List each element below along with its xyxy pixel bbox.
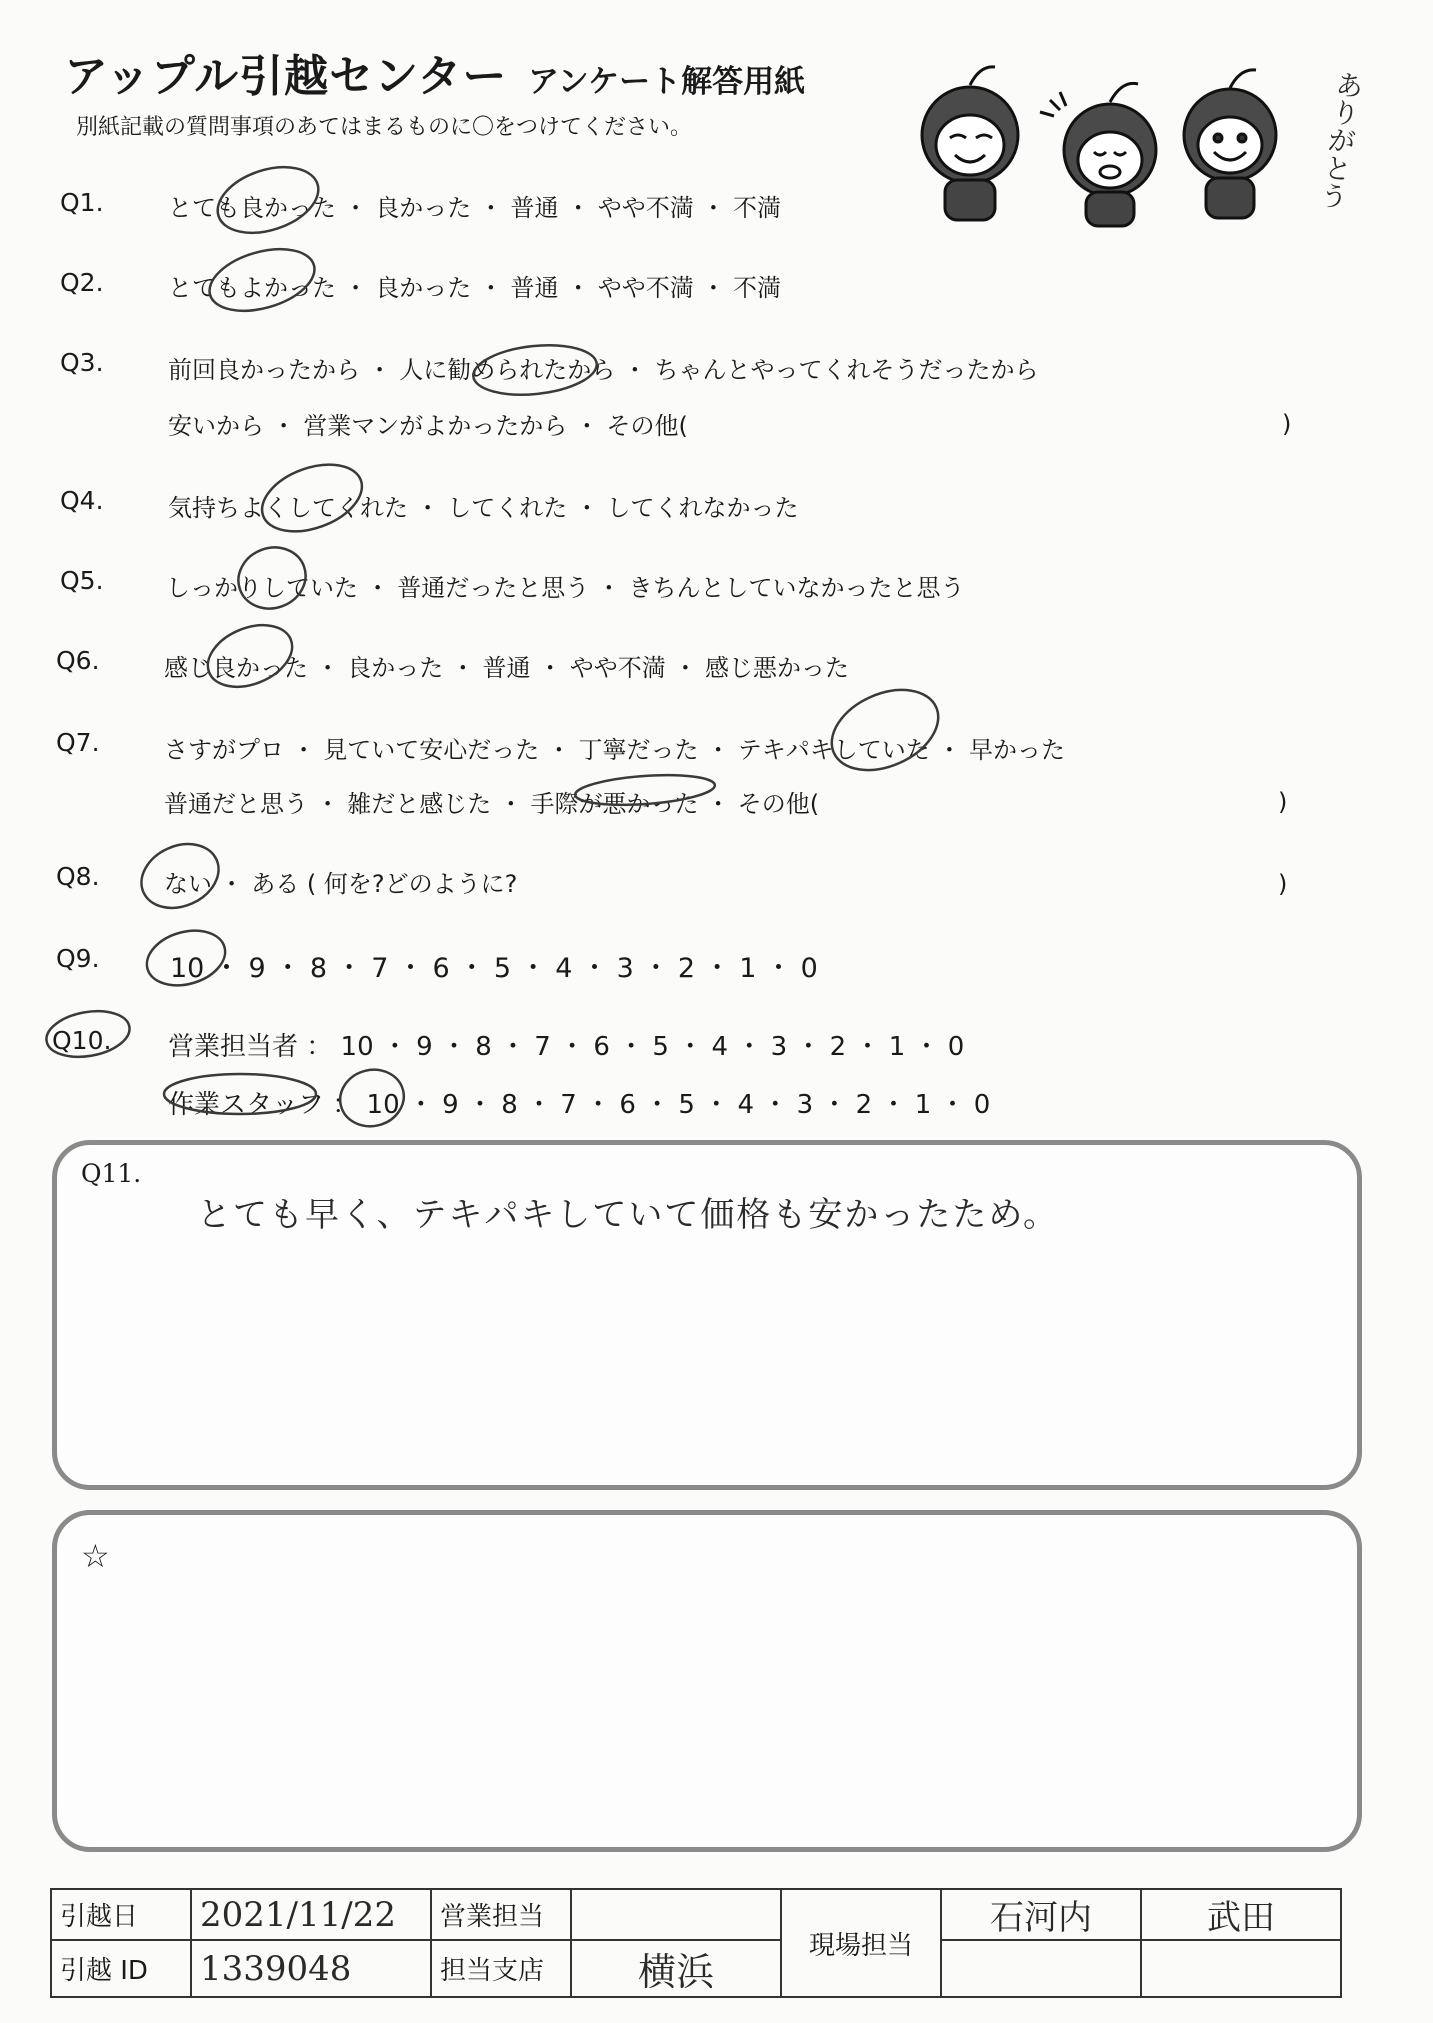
q3-close-paren: ) — [1282, 410, 1292, 438]
q9-scale[interactable]: 10 ・ 9 ・ 8 ・ 7 ・ 6 ・ 5 ・ 4 ・ 3 ・ 2 ・ 1 ・ 0 — [170, 953, 818, 984]
site-staff-4[interactable] — [1141, 1940, 1341, 1997]
q4-label: Q4. — [60, 486, 104, 515]
star-icon: ☆ — [81, 1537, 110, 1575]
q1-options[interactable]: とても良かった ・ 良かった ・ 普通 ・ やや不満 ・ 不満 — [168, 194, 782, 222]
q7-label: Q7. — [56, 728, 100, 757]
q7-close-paren: ) — [1278, 788, 1288, 816]
site-staff-1[interactable]: 石河内 — [941, 1889, 1141, 1940]
q10-sales-scale[interactable]: 営業担当者 ： 10 ・ 9 ・ 8 ・ 7 ・ 6 ・ 5 ・ 4 ・ 3 ・ 2 ・ 1 ・ 0 — [168, 1032, 965, 1062]
mascot-left — [922, 67, 1018, 220]
mascot-illustration — [900, 60, 1340, 230]
q5-options[interactable]: しっかりしていた ・ 普通だったと思う ・ きちんとしていなかったと思う — [166, 574, 965, 602]
move-date-label: 引越日 — [51, 1889, 191, 1940]
q6-label: Q6. — [56, 646, 100, 675]
move-id-label: 引越 ID — [51, 1940, 191, 1997]
q7-options-line2[interactable]: 普通だと思う ・ 雑だと感じた ・ 手際が悪かった ・ その他( — [164, 790, 820, 818]
sales-label: 営業担当 — [431, 1889, 571, 1940]
q3-options-line2[interactable]: 安いから ・ 営業マンがよかったから ・ その他( — [168, 412, 688, 440]
sales-value[interactable] — [571, 1889, 781, 1940]
q8-close-paren: ) — [1278, 870, 1288, 898]
q9-label: Q9. — [56, 944, 100, 973]
site-staff-2[interactable]: 武田 — [1141, 1889, 1341, 1940]
mascot-caption: ありがとう — [1314, 68, 1367, 212]
q5-label: Q5. — [60, 566, 104, 595]
branch-label: 担当支店 — [431, 1940, 571, 1997]
q1-label: Q1. — [60, 188, 104, 217]
q6-options[interactable]: 感じ良かった ・ 良かった ・ 普通 ・ やや不満 ・ 感じ悪かった — [164, 654, 850, 682]
free-comment-box[interactable] — [52, 1510, 1362, 1852]
company-title: アップル引越センター — [64, 51, 508, 102]
q7-options-line1[interactable]: さすがプロ ・ 見ていて安心だった ・ 丁寧だった ・ テキパキしていた ・ 早かった — [164, 736, 1066, 764]
q11-box[interactable] — [52, 1140, 1362, 1490]
q8-options[interactable]: ない ・ ある ( 何を?どのように? — [164, 870, 518, 898]
q10-label: Q10. — [52, 1026, 112, 1055]
instruction-text: 別紙記載の質問事項のあてはまるものに〇をつけてください。 — [76, 115, 693, 140]
site-label: 現場担当 — [781, 1889, 941, 1997]
q2-options[interactable]: とてもよかった ・ 良かった ・ 普通 ・ やや不満 ・ 不満 — [168, 274, 782, 302]
mascot-middle — [1040, 83, 1156, 226]
move-info-table — [50, 1888, 1342, 1998]
move-date-value[interactable]: 2021/11/22 — [191, 1889, 431, 1940]
q10-staff-scale[interactable]: 作業スタッフ ： 10 ・ 9 ・ 8 ・ 7 ・ 6 ・ 5 ・ 4 ・ 3 ・ 2 ・ 1 ・ 0 — [168, 1090, 991, 1120]
q11-label: Q11. — [81, 1159, 142, 1188]
q11-answer: とても早く、テキパキしていて価格も安かったため。 — [197, 1195, 1059, 1235]
q3-options-line1[interactable]: 前回良かったから ・ 人に勧められたから ・ ちゃんとやってくれそうだったから — [168, 356, 1039, 384]
move-id-value[interactable]: 1339048 — [191, 1940, 431, 1997]
site-staff-3[interactable] — [941, 1940, 1141, 1997]
form-subtitle: アンケート解答用紙 — [528, 64, 806, 100]
mascot-right — [1184, 70, 1276, 218]
q2-label: Q2. — [60, 268, 104, 297]
q3-label: Q3. — [60, 348, 104, 377]
branch-value[interactable]: 横浜 — [571, 1940, 781, 1997]
q4-options[interactable]: 気持ちよくしてくれた ・ してくれた ・ してくれなかった — [168, 494, 799, 522]
q8-label: Q8. — [56, 862, 100, 891]
